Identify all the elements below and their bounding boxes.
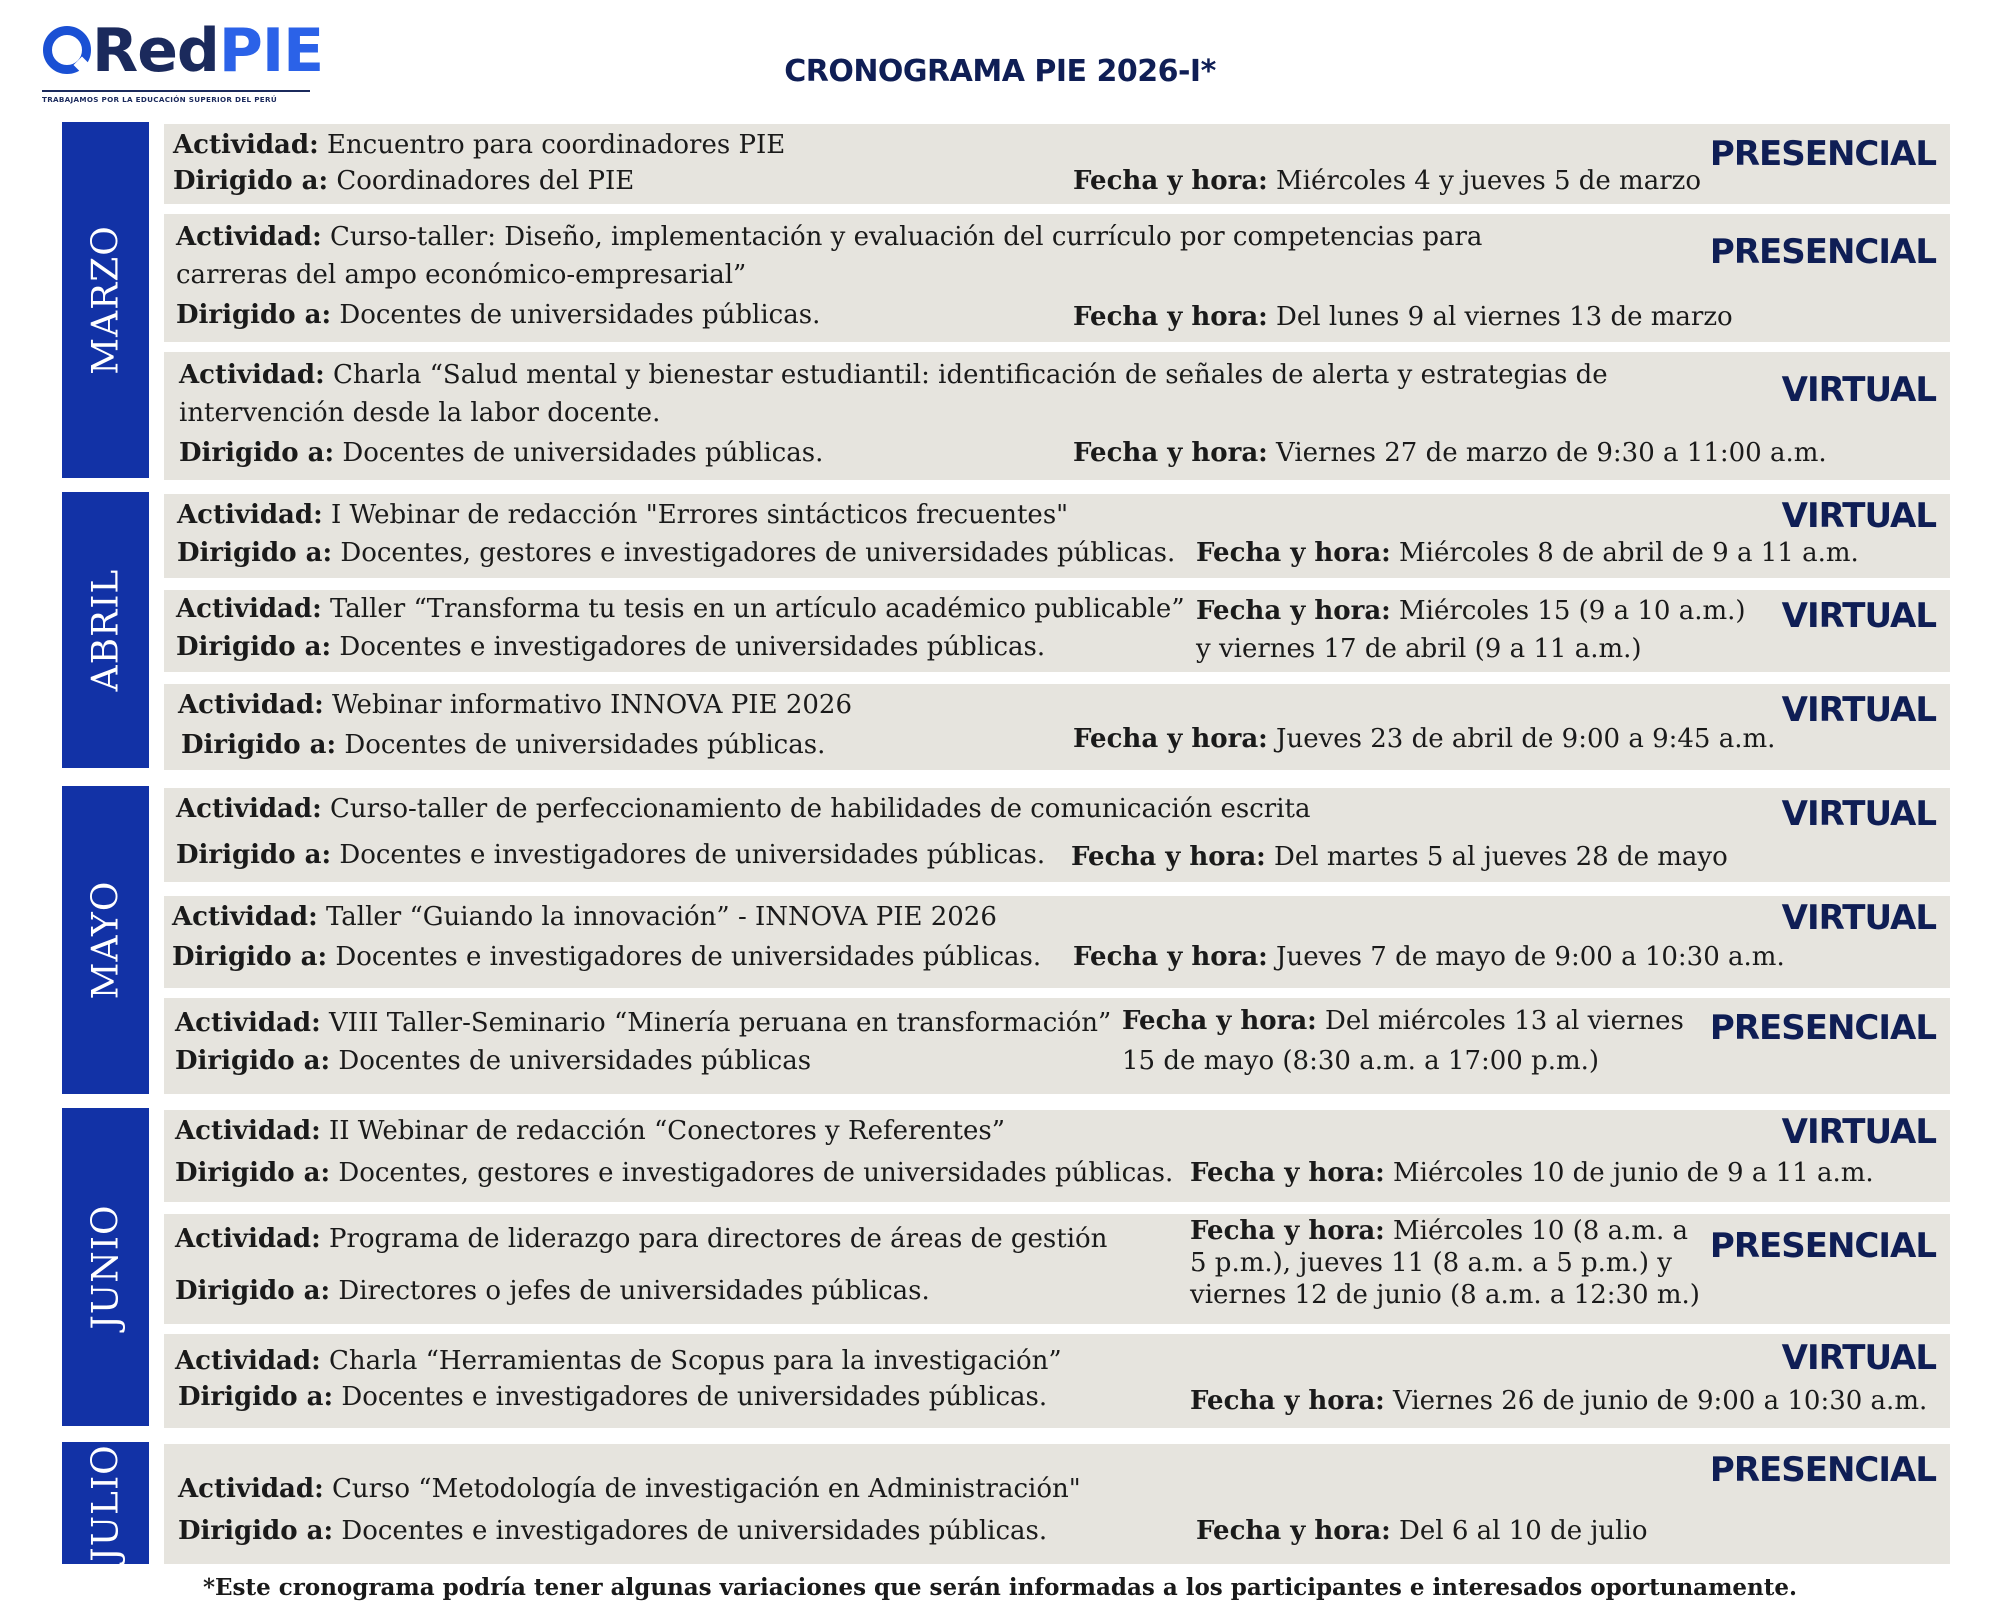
activity-line: Actividad: Taller “Guiando la innovación” - INNOVA PIE 2026 bbox=[172, 902, 997, 932]
activity-row bbox=[164, 494, 1950, 578]
date-line-3: viernes 12 de junio (8 a.m. a 12:30 m.) bbox=[1190, 1280, 1700, 1310]
audience-line: Dirigido a: Docentes, gestores e investigadores de universidades públicas. bbox=[175, 1158, 1174, 1188]
activity-line: Actividad: Webinar informativo INNOVA PIE 2026 bbox=[178, 690, 852, 720]
date-line: Fecha y hora: Del miércoles 13 al viernes bbox=[1122, 1006, 1684, 1036]
date-line: Fecha y hora: Miércoles 10 de junio de 9 a 11 a.m. bbox=[1190, 1158, 1874, 1188]
date-line: Fecha y hora: Miércoles 15 (9 a 10 a.m.) bbox=[1196, 596, 1746, 626]
activity-line: Actividad: I Webinar de redacción "Errores sintácticos frecuentes" bbox=[177, 500, 1069, 530]
audience-line: Dirigido a: Docentes e investigadores de universidades públicas. bbox=[176, 840, 1046, 870]
audience-line: Dirigido a: Docentes de universidades públicas. bbox=[181, 730, 826, 760]
audience-line: Dirigido a: Docentes e investigadores de universidades públicas. bbox=[178, 1382, 1048, 1412]
date-line: Fecha y hora: Miércoles 4 y jueves 5 de marzo bbox=[1073, 166, 1701, 196]
activity-row bbox=[164, 998, 1950, 1094]
modality-badge: VIRTUAL bbox=[1781, 898, 1936, 938]
footnote: *Este cronograma podría tener algunas variaciones que serán informadas a los participantes e interesados oportunamente. bbox=[202, 1574, 1798, 1601]
activity-line: Actividad: Curso-taller de perfeccionamiento de habilidades de comunicación escrita bbox=[176, 794, 1311, 824]
modality-badge: PRESENCIAL bbox=[1709, 1226, 1936, 1266]
activity-line: Actividad: Encuentro para coordinadores PIE bbox=[173, 130, 786, 160]
audience-line: Dirigido a: Directores o jefes de universidades públicas. bbox=[175, 1276, 930, 1306]
activity-line: Actividad: Curso “Metodología de investigación en Administración" bbox=[178, 1474, 1081, 1504]
date-line: Fecha y hora: Jueves 23 de abril de 9:00 a 9:45 a.m. bbox=[1073, 724, 1776, 754]
audience-line: Dirigido a: Docentes e investigadores de universidades públicas. bbox=[178, 1516, 1048, 1546]
date-line: Fecha y hora: Miércoles 10 (8 a.m. a bbox=[1190, 1216, 1689, 1246]
date-line-2: 15 de mayo (8:30 a.m. a 17:00 p.m.) bbox=[1122, 1046, 1600, 1076]
date-line: Fecha y hora: Jueves 7 de mayo de 9:00 a 10:30 a.m. bbox=[1073, 942, 1785, 972]
audience-line: Dirigido a: Docentes e investigadores de universidades públicas. bbox=[176, 632, 1046, 662]
modality-badge: VIRTUAL bbox=[1781, 690, 1936, 730]
activity-row bbox=[164, 684, 1950, 770]
activity-row bbox=[164, 1110, 1950, 1202]
logo-wordmark: RedPIE bbox=[92, 16, 324, 86]
date-line: Fecha y hora: Del 6 al 10 de julio bbox=[1196, 1516, 1648, 1546]
activity-line: Actividad: VIII Taller-Seminario “Minería peruana en transformación” bbox=[175, 1008, 1112, 1038]
activity-line: Actividad: Charla “Herramientas de Scopus para la investigación” bbox=[175, 1346, 1062, 1376]
month-marzo: MARZO bbox=[62, 122, 149, 478]
modality-badge: PRESENCIAL bbox=[1709, 134, 1936, 174]
date-line: Fecha y hora: Del martes 5 al jueves 28 de mayo bbox=[1071, 842, 1728, 872]
modality-badge: VIRTUAL bbox=[1781, 794, 1936, 834]
audience-line: Dirigido a: Coordinadores del PIE bbox=[173, 166, 635, 196]
modality-badge: PRESENCIAL bbox=[1709, 232, 1936, 272]
activity-row bbox=[164, 214, 1950, 342]
activity-row bbox=[164, 1334, 1950, 1428]
date-line-2: y viernes 17 de abril (9 a 11 a.m.) bbox=[1196, 634, 1642, 664]
logo-divider bbox=[42, 90, 310, 92]
activity-row bbox=[164, 788, 1950, 882]
activity-line-2: intervención desde la labor docente. bbox=[179, 398, 661, 428]
activity-row bbox=[164, 1444, 1950, 1564]
date-line: Fecha y hora: Viernes 26 de junio de 9:00 a 10:30 a.m. bbox=[1190, 1386, 1928, 1416]
modality-badge: VIRTUAL bbox=[1781, 1338, 1936, 1378]
modality-badge: VIRTUAL bbox=[1781, 370, 1936, 410]
activity-line-2: carreras del ampo económico-empresarial” bbox=[176, 260, 747, 290]
activity-line: Actividad: Curso-taller: Diseño, implementación y evaluación del currículo por competencias para bbox=[176, 222, 1483, 252]
audience-line: Dirigido a: Docentes de universidades públicas bbox=[175, 1046, 812, 1076]
modality-badge: PRESENCIAL bbox=[1709, 1008, 1936, 1048]
month-abril: ABRIL bbox=[62, 492, 149, 768]
audience-line: Dirigido a: Docentes e investigadores de universidades públicas. bbox=[172, 942, 1042, 972]
activity-row bbox=[164, 1214, 1950, 1324]
activity-line: Actividad: Taller “Transforma tu tesis en un artículo académico publicable” bbox=[176, 594, 1185, 624]
audience-line: Dirigido a: Docentes de universidades públicas. bbox=[179, 438, 824, 468]
month-mayo: MAYO bbox=[62, 786, 149, 1094]
date-line: Fecha y hora: Viernes 27 de marzo de 9:30 a 11:00 a.m. bbox=[1073, 438, 1827, 468]
page-title: CRONOGRAMA PIE 2026-I* bbox=[784, 54, 1216, 89]
logo-tagline: TRABAJAMOS POR LA EDUCACIÓN SUPERIOR DEL PERÚ bbox=[42, 95, 277, 104]
audience-line: Dirigido a: Docentes, gestores e investigadores de universidades públicas. bbox=[177, 538, 1176, 568]
date-line: Fecha y hora: Del lunes 9 al viernes 13 de marzo bbox=[1073, 302, 1733, 332]
modality-badge: VIRTUAL bbox=[1781, 596, 1936, 636]
activity-row bbox=[164, 590, 1950, 672]
month-julio: JULIO bbox=[62, 1442, 149, 1564]
modality-badge: PRESENCIAL bbox=[1709, 1450, 1936, 1490]
activity-line: Actividad: Charla “Salud mental y bienestar estudiantil: identificación de señales de alerta y estrategias de bbox=[179, 360, 1608, 390]
modality-badge: VIRTUAL bbox=[1781, 1112, 1936, 1152]
activity-row bbox=[164, 352, 1950, 480]
month-junio: JUNIO bbox=[62, 1108, 149, 1426]
activity-line: Actividad: II Webinar de redacción “Conectores y Referentes” bbox=[175, 1116, 1006, 1146]
modality-badge: VIRTUAL bbox=[1781, 496, 1936, 536]
activity-row bbox=[164, 124, 1950, 204]
activity-line: Actividad: Programa de liderazgo para directores de áreas de gestión bbox=[175, 1224, 1108, 1254]
audience-line: Dirigido a: Docentes de universidades públicas. bbox=[176, 300, 821, 330]
date-line: Fecha y hora: Miércoles 8 de abril de 9 a 11 a.m. bbox=[1196, 538, 1859, 568]
activity-row bbox=[164, 896, 1950, 988]
date-line-2: 5 p.m.), jueves 11 (8 a.m. a 5 p.m.) y bbox=[1190, 1248, 1672, 1278]
